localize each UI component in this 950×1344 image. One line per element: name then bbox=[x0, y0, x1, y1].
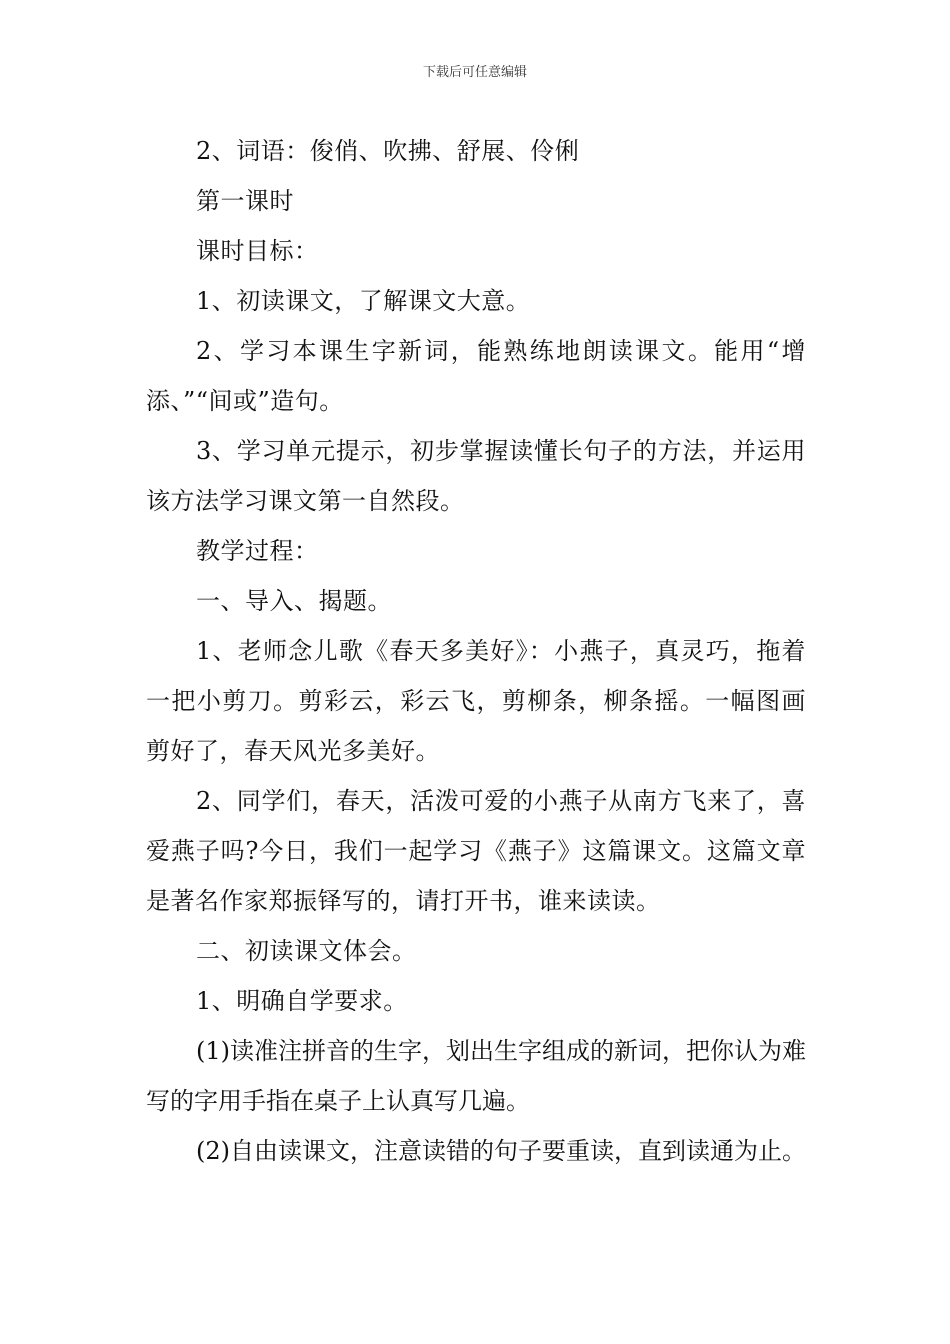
paragraph: 2、学习本课生字新词，能熟练地朗读课文。能用“增添、”“间或”造句。 bbox=[146, 337, 806, 415]
paragraph: 第一课时 bbox=[196, 187, 294, 215]
page-header: 下载后可任意编辑 bbox=[422, 65, 527, 80]
document-body bbox=[146, 126, 806, 1176]
paragraph: 2、词语：俊俏、吹拂、舒展、伶俐 bbox=[196, 137, 580, 165]
paragraph: 教学过程： bbox=[196, 537, 319, 565]
paragraph: 3、学习单元提示，初步掌握读懂长句子的方法，并运用该方法学习课文第一自然段。 bbox=[146, 437, 806, 515]
paragraph: (2)自由读课文，注意读错的句子要重读，直到读通为止。 bbox=[196, 1137, 806, 1165]
paragraph: 1、初读课文，了解课文大意。 bbox=[196, 287, 531, 315]
paragraph: 二、初读课文体会。 bbox=[196, 937, 417, 965]
paragraph: 课时目标： bbox=[196, 237, 319, 265]
paragraph: 一、导入、揭题。 bbox=[196, 587, 392, 615]
paragraph: 1、老师念儿歌《春天多美好》：小燕子，真灵巧，拖着一把小剪刀。剪彩云，彩云飞，剪柳条，柳条摇。一幅图画剪好了，春天风光多美好。 bbox=[146, 637, 806, 765]
paragraph: 1、明确自学要求。 bbox=[196, 987, 408, 1015]
paragraph: (1)读准注拼音的生字，划出生字组成的新词，把你认为难写的字用手指在桌子上认真写几遍。 bbox=[146, 1037, 806, 1115]
paragraph: 2、同学们，春天，活泼可爱的小燕子从南方飞来了，喜爱燕子吗?今日，我们一起学习《燕子》这篇课文。这篇文章是著名作家郑振铎写的，请打开书，谁来读读。 bbox=[146, 787, 806, 915]
